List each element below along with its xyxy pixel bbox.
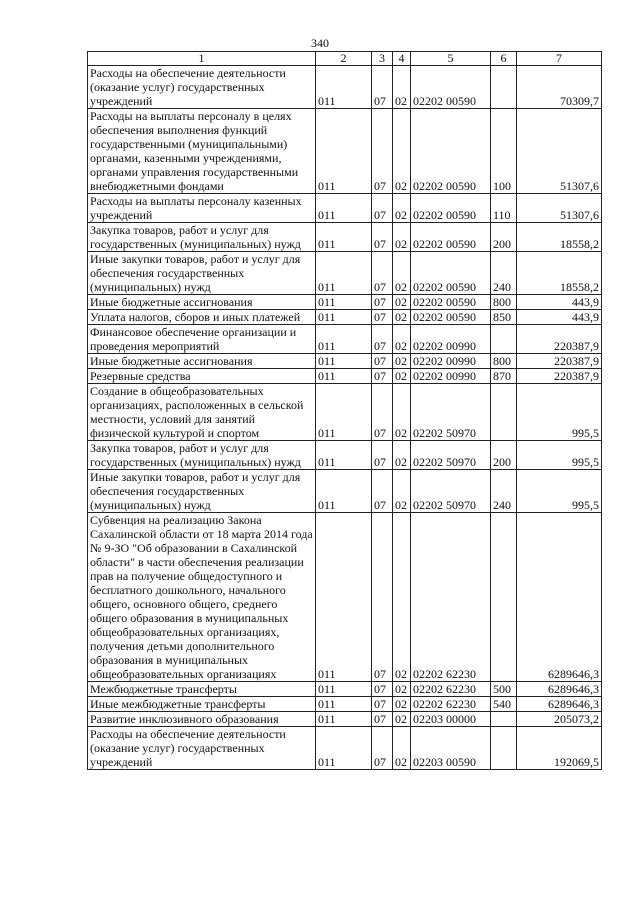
table-row bbox=[88, 384, 602, 441]
row-target-cell: 02202 50970 bbox=[411, 384, 491, 441]
row-target-cell: 02202 62230 bbox=[411, 682, 491, 697]
row-section-cell: 07 bbox=[372, 66, 393, 109]
header-row bbox=[88, 52, 602, 66]
row-expense-type-cell: 240 bbox=[491, 470, 517, 513]
row-section-cell: 07 bbox=[372, 295, 393, 310]
row-amount-cell: 220387,9 bbox=[517, 369, 602, 384]
row-name-cell: Создание в общеобразовательных организациях, расположенных в сельской местности, условий для занятий физической культурой и спортом bbox=[88, 384, 316, 441]
page-number: 340 bbox=[311, 36, 329, 50]
row-subsection-cell: 02 bbox=[393, 252, 411, 295]
row-section-cell: 07 bbox=[372, 310, 393, 325]
row-expense-type-cell: 870 bbox=[491, 369, 517, 384]
table-row bbox=[88, 194, 602, 223]
row-code-cell: 011 bbox=[316, 252, 372, 295]
row-amount-cell: 443,9 bbox=[517, 310, 602, 325]
row-code-cell: 011 bbox=[316, 295, 372, 310]
row-subsection-cell: 02 bbox=[393, 325, 411, 354]
row-amount-cell: 6289646,3 bbox=[517, 513, 602, 682]
row-code-cell: 011 bbox=[316, 66, 372, 109]
row-name-cell: Межбюджетные трансферты bbox=[88, 682, 316, 697]
row-code-cell: 011 bbox=[316, 727, 372, 770]
row-code-cell: 011 bbox=[316, 325, 372, 354]
row-expense-type-cell: 850 bbox=[491, 310, 517, 325]
row-target-cell: 02202 00590 bbox=[411, 194, 491, 223]
row-subsection-cell: 02 bbox=[393, 682, 411, 697]
row-name-cell: Финансовое обеспечение организации и проведения мероприятий bbox=[88, 325, 316, 354]
row-subsection-cell: 02 bbox=[393, 66, 411, 109]
header-cell: 2 bbox=[316, 52, 372, 66]
table-row bbox=[88, 441, 602, 470]
row-code-cell: 011 bbox=[316, 470, 372, 513]
table-row bbox=[88, 109, 602, 194]
row-amount-cell: 18558,2 bbox=[517, 223, 602, 252]
row-target-cell: 02202 00590 bbox=[411, 109, 491, 194]
table-row bbox=[88, 682, 602, 697]
row-amount-cell: 70309,7 bbox=[517, 66, 602, 109]
row-subsection-cell: 02 bbox=[393, 712, 411, 727]
row-code-cell: 011 bbox=[316, 369, 372, 384]
row-target-cell: 02202 00590 bbox=[411, 223, 491, 252]
row-subsection-cell: 02 bbox=[393, 109, 411, 194]
row-expense-type-cell bbox=[491, 66, 517, 109]
row-name-cell: Иные бюджетные ассигнования bbox=[88, 354, 316, 369]
row-name-cell: Иные бюджетные ассигнования bbox=[88, 295, 316, 310]
row-section-cell: 07 bbox=[372, 325, 393, 354]
row-name-cell: Иные межбюджетные трансферты bbox=[88, 697, 316, 712]
row-subsection-cell: 02 bbox=[393, 441, 411, 470]
row-expense-type-cell bbox=[491, 325, 517, 354]
row-section-cell: 07 bbox=[372, 354, 393, 369]
row-target-cell: 02202 50970 bbox=[411, 441, 491, 470]
row-code-cell: 011 bbox=[316, 194, 372, 223]
row-expense-type-cell: 800 bbox=[491, 295, 517, 310]
table-row bbox=[88, 325, 602, 354]
row-target-cell: 02202 62230 bbox=[411, 513, 491, 682]
row-subsection-cell: 02 bbox=[393, 310, 411, 325]
row-amount-cell: 18558,2 bbox=[517, 252, 602, 295]
row-target-cell: 02202 00590 bbox=[411, 295, 491, 310]
row-expense-type-cell: 500 bbox=[491, 682, 517, 697]
row-code-cell: 011 bbox=[316, 682, 372, 697]
table-row bbox=[88, 310, 602, 325]
row-target-cell: 02202 00590 bbox=[411, 310, 491, 325]
row-target-cell: 02202 50970 bbox=[411, 470, 491, 513]
row-amount-cell: 6289646,3 bbox=[517, 682, 602, 697]
row-subsection-cell: 02 bbox=[393, 470, 411, 513]
row-expense-type-cell bbox=[491, 712, 517, 727]
row-subsection-cell: 02 bbox=[393, 727, 411, 770]
table-row bbox=[88, 513, 602, 682]
row-subsection-cell: 02 bbox=[393, 354, 411, 369]
row-section-cell: 07 bbox=[372, 441, 393, 470]
row-code-cell: 011 bbox=[316, 697, 372, 712]
row-code-cell: 011 bbox=[316, 109, 372, 194]
row-code-cell: 011 bbox=[316, 712, 372, 727]
row-name-cell: Развитие инклюзивного образования bbox=[88, 712, 316, 727]
table-row bbox=[88, 354, 602, 369]
row-expense-type-cell bbox=[491, 513, 517, 682]
header-cell: 3 bbox=[372, 52, 393, 66]
row-expense-type-cell: 800 bbox=[491, 354, 517, 369]
header-cell: 1 bbox=[88, 52, 316, 66]
row-code-cell: 011 bbox=[316, 354, 372, 369]
row-name-cell: Закупка товаров, работ и услуг для государственных (муниципальных) нужд bbox=[88, 223, 316, 252]
row-name-cell: Иные закупки товаров, работ и услуг для обеспечения государственных (муниципальных) нужд bbox=[88, 252, 316, 295]
row-target-cell: 02202 00990 bbox=[411, 325, 491, 354]
header-cell: 4 bbox=[393, 52, 411, 66]
row-section-cell: 07 bbox=[372, 384, 393, 441]
row-name-cell: Иные закупки товаров, работ и услуг для обеспечения государственных (муниципальных) нужд bbox=[88, 470, 316, 513]
row-subsection-cell: 02 bbox=[393, 369, 411, 384]
row-section-cell: 07 bbox=[372, 697, 393, 712]
row-target-cell: 02202 00590 bbox=[411, 66, 491, 109]
row-amount-cell: 205073,2 bbox=[517, 712, 602, 727]
row-expense-type-cell: 110 bbox=[491, 194, 517, 223]
row-target-cell: 02203 00590 bbox=[411, 727, 491, 770]
row-section-cell: 07 bbox=[372, 727, 393, 770]
table-row bbox=[88, 369, 602, 384]
row-name-cell: Расходы на обеспечение деятельности (оказание услуг) государственных учреждений bbox=[88, 66, 316, 109]
row-expense-type-cell: 200 bbox=[491, 441, 517, 470]
row-target-cell: 02202 62230 bbox=[411, 697, 491, 712]
row-expense-type-cell: 540 bbox=[491, 697, 517, 712]
table-body bbox=[88, 66, 602, 770]
row-section-cell: 07 bbox=[372, 194, 393, 223]
table-row bbox=[88, 727, 602, 770]
row-expense-type-cell: 240 bbox=[491, 252, 517, 295]
row-subsection-cell: 02 bbox=[393, 223, 411, 252]
row-amount-cell: 51307,6 bbox=[517, 194, 602, 223]
row-expense-type-cell bbox=[491, 727, 517, 770]
row-amount-cell: 995,5 bbox=[517, 441, 602, 470]
header-cell: 6 bbox=[491, 52, 517, 66]
table-row bbox=[88, 223, 602, 252]
header-cell: 5 bbox=[411, 52, 491, 66]
row-target-cell: 02202 00990 bbox=[411, 354, 491, 369]
row-target-cell: 02202 00990 bbox=[411, 369, 491, 384]
row-code-cell: 011 bbox=[316, 310, 372, 325]
row-section-cell: 07 bbox=[372, 513, 393, 682]
row-section-cell: 07 bbox=[372, 369, 393, 384]
row-amount-cell: 220387,9 bbox=[517, 325, 602, 354]
budget-table bbox=[87, 51, 602, 770]
table-row bbox=[88, 470, 602, 513]
row-expense-type-cell bbox=[491, 384, 517, 441]
row-expense-type-cell: 200 bbox=[491, 223, 517, 252]
row-amount-cell: 192069,5 bbox=[517, 727, 602, 770]
row-amount-cell: 995,5 bbox=[517, 470, 602, 513]
table-row bbox=[88, 697, 602, 712]
row-code-cell: 011 bbox=[316, 384, 372, 441]
row-section-cell: 07 bbox=[372, 252, 393, 295]
row-name-cell: Субвенция на реализацию Закона Сахалинской области от 18 марта 2014 года № 9-ЗО "Об образовании в Сахалинской области" в части обеспечения реализации прав на получение общедоступного и бесплатного дошкольного, начального общего, основного общего, среднего общего образования в муниципальных общеобразовательных организациях, получения детьми дополнительного образования в муниципальных общеобразовательных организациях bbox=[88, 513, 316, 682]
row-section-cell: 07 bbox=[372, 223, 393, 252]
table-row bbox=[88, 66, 602, 109]
row-code-cell: 011 bbox=[316, 441, 372, 470]
row-amount-cell: 995,5 bbox=[517, 384, 602, 441]
row-expense-type-cell: 100 bbox=[491, 109, 517, 194]
row-amount-cell: 220387,9 bbox=[517, 354, 602, 369]
row-section-cell: 07 bbox=[372, 109, 393, 194]
table-row bbox=[88, 295, 602, 310]
row-section-cell: 07 bbox=[372, 682, 393, 697]
row-amount-cell: 443,9 bbox=[517, 295, 602, 310]
row-subsection-cell: 02 bbox=[393, 194, 411, 223]
row-code-cell: 011 bbox=[316, 513, 372, 682]
row-name-cell: Расходы на обеспечение деятельности (оказание услуг) государственных учреждений bbox=[88, 727, 316, 770]
row-subsection-cell: 02 bbox=[393, 295, 411, 310]
row-name-cell: Закупка товаров, работ и услуг для государственных (муниципальных) нужд bbox=[88, 441, 316, 470]
row-target-cell: 02202 00590 bbox=[411, 252, 491, 295]
row-subsection-cell: 02 bbox=[393, 384, 411, 441]
row-subsection-cell: 02 bbox=[393, 513, 411, 682]
row-section-cell: 07 bbox=[372, 470, 393, 513]
row-name-cell: Уплата налогов, сборов и иных платежей bbox=[88, 310, 316, 325]
row-subsection-cell: 02 bbox=[393, 697, 411, 712]
row-section-cell: 07 bbox=[372, 712, 393, 727]
row-amount-cell: 6289646,3 bbox=[517, 697, 602, 712]
header-cell: 7 bbox=[517, 52, 602, 66]
table-row bbox=[88, 712, 602, 727]
row-target-cell: 02203 00000 bbox=[411, 712, 491, 727]
row-amount-cell: 51307,6 bbox=[517, 109, 602, 194]
row-code-cell: 011 bbox=[316, 223, 372, 252]
row-name-cell: Расходы на выплаты персоналу казенных учреждений bbox=[88, 194, 316, 223]
row-name-cell: Расходы на выплаты персоналу в целях обеспечения выполнения функций государственными (муниципальными) органами, казенными учреждениями, органами управления государственными внебюджетными фондами bbox=[88, 109, 316, 194]
row-name-cell: Резервные средства bbox=[88, 369, 316, 384]
table-row bbox=[88, 252, 602, 295]
